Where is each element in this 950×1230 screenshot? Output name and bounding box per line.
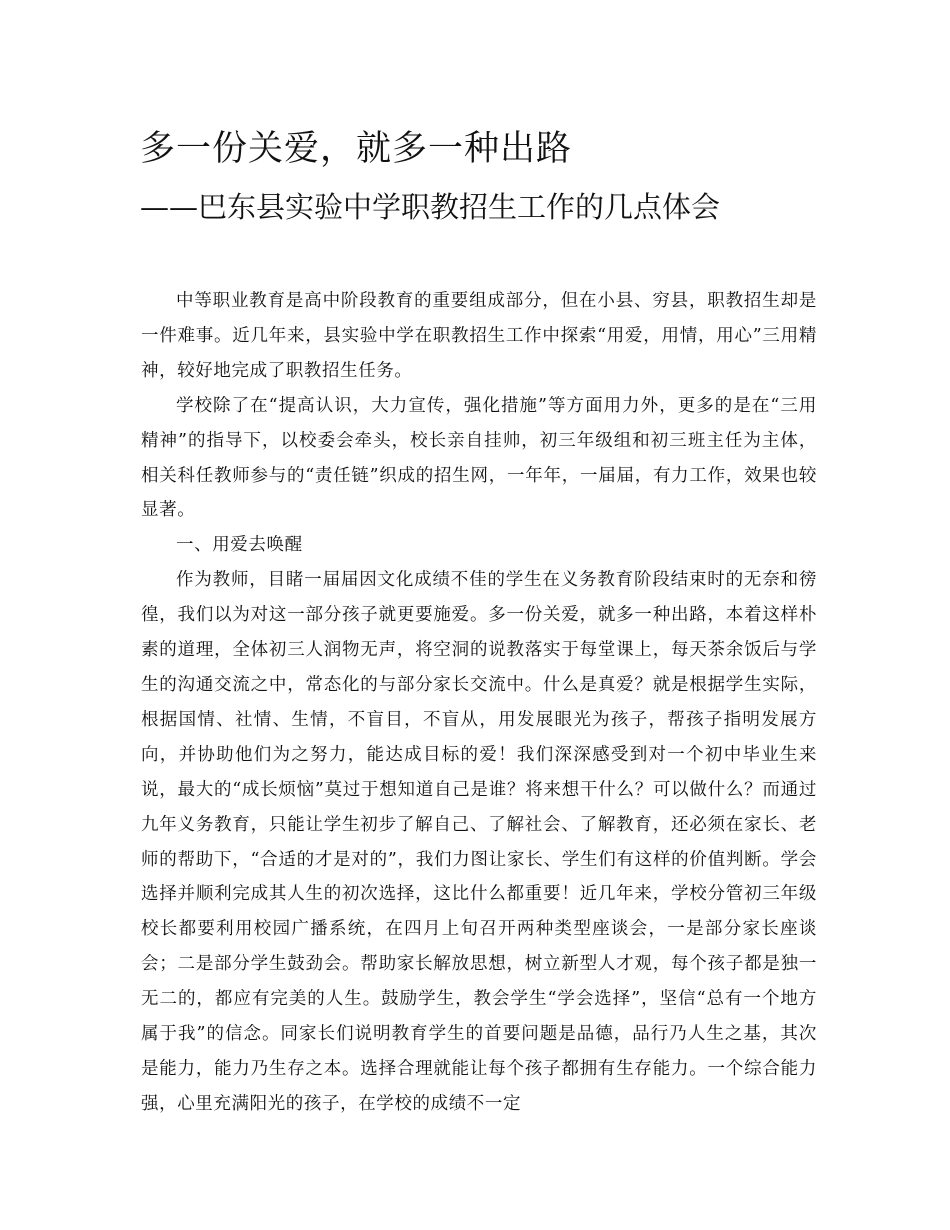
paragraph-approach: 学校除了在“提高认识，大力宣传，强化措施”等方面用力外，更多的是在“三用精神”的指导下，以校委会牵头，校长亲自挂帅，初三年级组和初三班主任为主体，相关科任教师参与的“责任链”织成的招生网，一年年，一届届，有力工作，效果也较显著。 [141,395,817,521]
paragraph-intro: 中等职业教育是高中阶段教育的重要组成部分，但在小县、穷县，职教招生却是一件难事。近几年来，县实验中学在职教招生工作中探索“用爱，用情，用心”三用精神，较好地完成了职教招生任务。 [141,291,817,381]
document-title: 多一份关爱，就多一种出路 [140,129,573,169]
document-body [141,284,817,1122]
paragraph-love: 作为教师，目睹一届届因文化成绩不佳的学生在义务教育阶段结束时的无奈和徬徨，我们以为对这一部分孩子就更要施爱。多一份关爱，就多一种出路，本着这样朴素的道理，全体初三人润物无声，将空洞的说教落实于每堂课上，每天茶余饭后与学生的沟通交流之中，常态化的与部分家长交流中。什么是真爱？就是根据学生实际，根据国情、社情、生情，不盲目，不盲从，用发展眼光为孩子，帮孩子指明发展方向，并协助他们为之努力，能达成目标的爱！我们深深感受到对一个初中毕业生来说，最大的“成长烦恼”莫过于想知道自己是谁？将来想干什么？可以做什么？而通过九年义务教育，只能让学生初步了解自己、了解社会、了解教育，还必须在家长、老师的帮助下，“合适的才是对的”，我们力图让家长、学生们有这样的价值判断。学会选择并顺利完成其人生的初次选择，这比什么都重要！近几年来，学校分管初三年级校长都要利用校园广播系统，在四月上旬召开两种类型座谈会，一是部分家长座谈会；二是部分学生鼓劲会。帮助家长解放思想，树立新型人才观，每个孩子都是独一无二的，都应有完美的人生。鼓励学生，教会学生“学会选择”，坚信“总有一个地方属于我”的信念。同家长们说明教育学生的首要问题是品德，品行乃人生之基，其次是能力，能力乃生存之本。选择合理就能让每个孩子都拥有生存能力。一个综合能力强，心里充满阳光的孩子，在学校的成绩不一定 [141,570,817,1114]
section-heading-love: 一、用爱去唤醒 [176,535,303,556]
document-subtitle: ——巴东县实验中学职教招生工作的几点体会 [140,190,721,224]
